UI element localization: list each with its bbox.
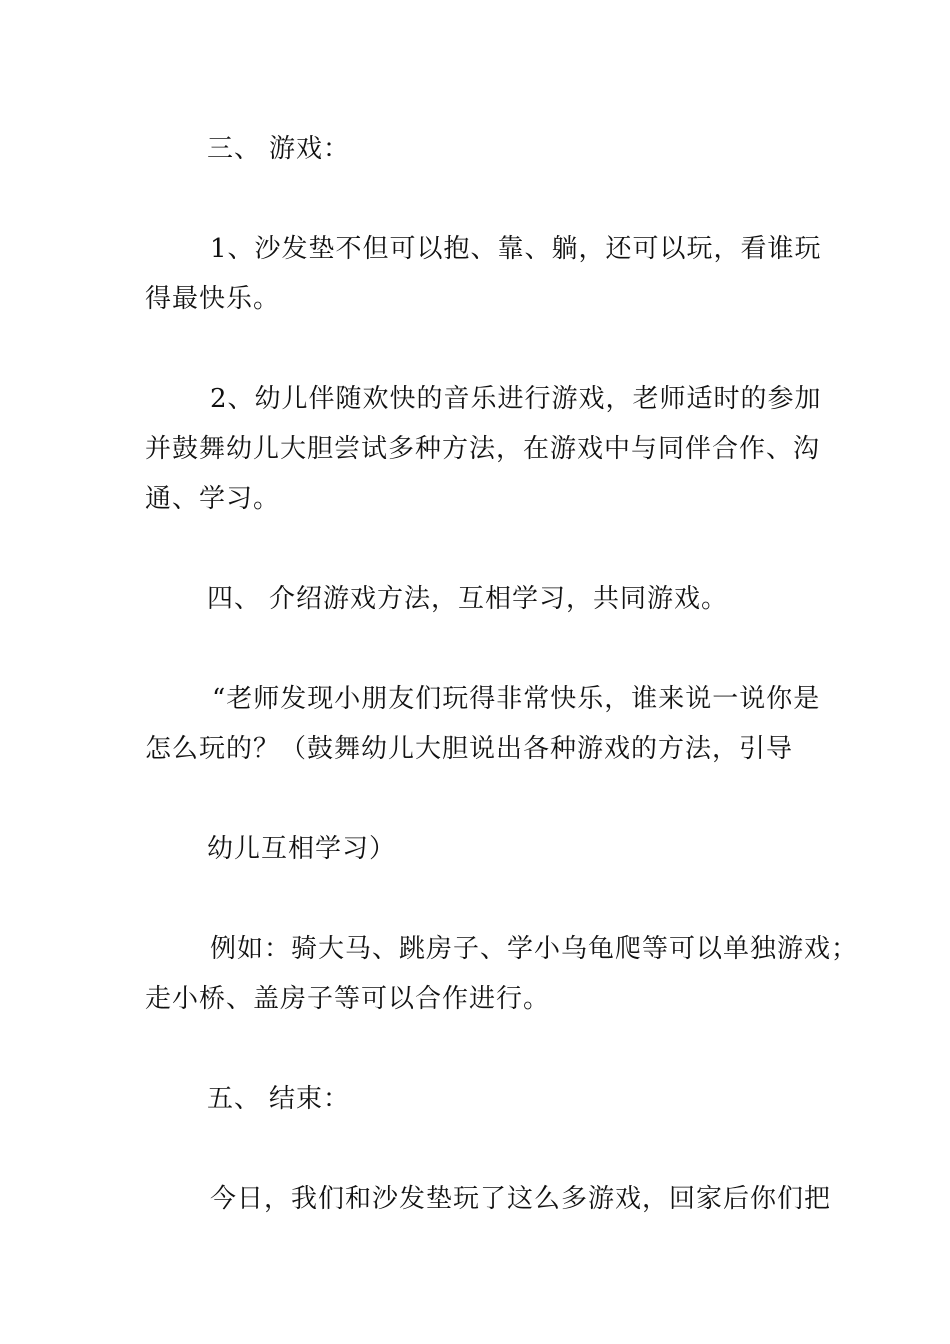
paragraph-line: “老师发现小朋友们玩得非常快乐，谁来说一说你是 [212, 684, 821, 714]
paragraph-line: 例如：骑大马、跳房子、学小乌龟爬等可以单独游戏； [210, 934, 859, 964]
section-number: 四、 [207, 584, 262, 614]
section-heading-3 [207, 134, 350, 164]
section-number: 三、 [207, 134, 262, 164]
paragraph-line: 今日，我们和沙发垫玩了这么多游戏，回家后你们把 [210, 1184, 832, 1214]
paragraph-line: 通、学习。 [145, 484, 281, 514]
paragraph-line: 得最快乐。 [145, 284, 281, 314]
paragraph-line: 走小桥、盖房子等可以合作进行。 [145, 984, 551, 1014]
paragraph-line: 1、沙发垫不但可以抱、靠、躺，还可以玩，看谁玩 [210, 234, 822, 264]
paragraph-line: 怎么玩的？（鼓舞幼儿大胆说出各种游戏的方法，引导 [145, 734, 794, 764]
paragraph-line: 幼儿互相学习） [207, 834, 397, 864]
section-heading-5 [207, 1084, 350, 1114]
paragraph-line: 并鼓舞幼儿大胆尝试多种方法，在游戏中与同伴合作、沟 [145, 434, 821, 464]
paragraph-line: 2、幼儿伴随欢快的音乐进行游戏，老师适时的参加 [210, 384, 822, 414]
section-number: 五、 [207, 1084, 262, 1114]
section-title: 游戏： [269, 134, 351, 164]
section-title: 结束： [269, 1084, 351, 1114]
section-heading-4 [207, 584, 728, 614]
section-title: 介绍游戏方法，互相学习，共同游戏。 [269, 584, 729, 614]
